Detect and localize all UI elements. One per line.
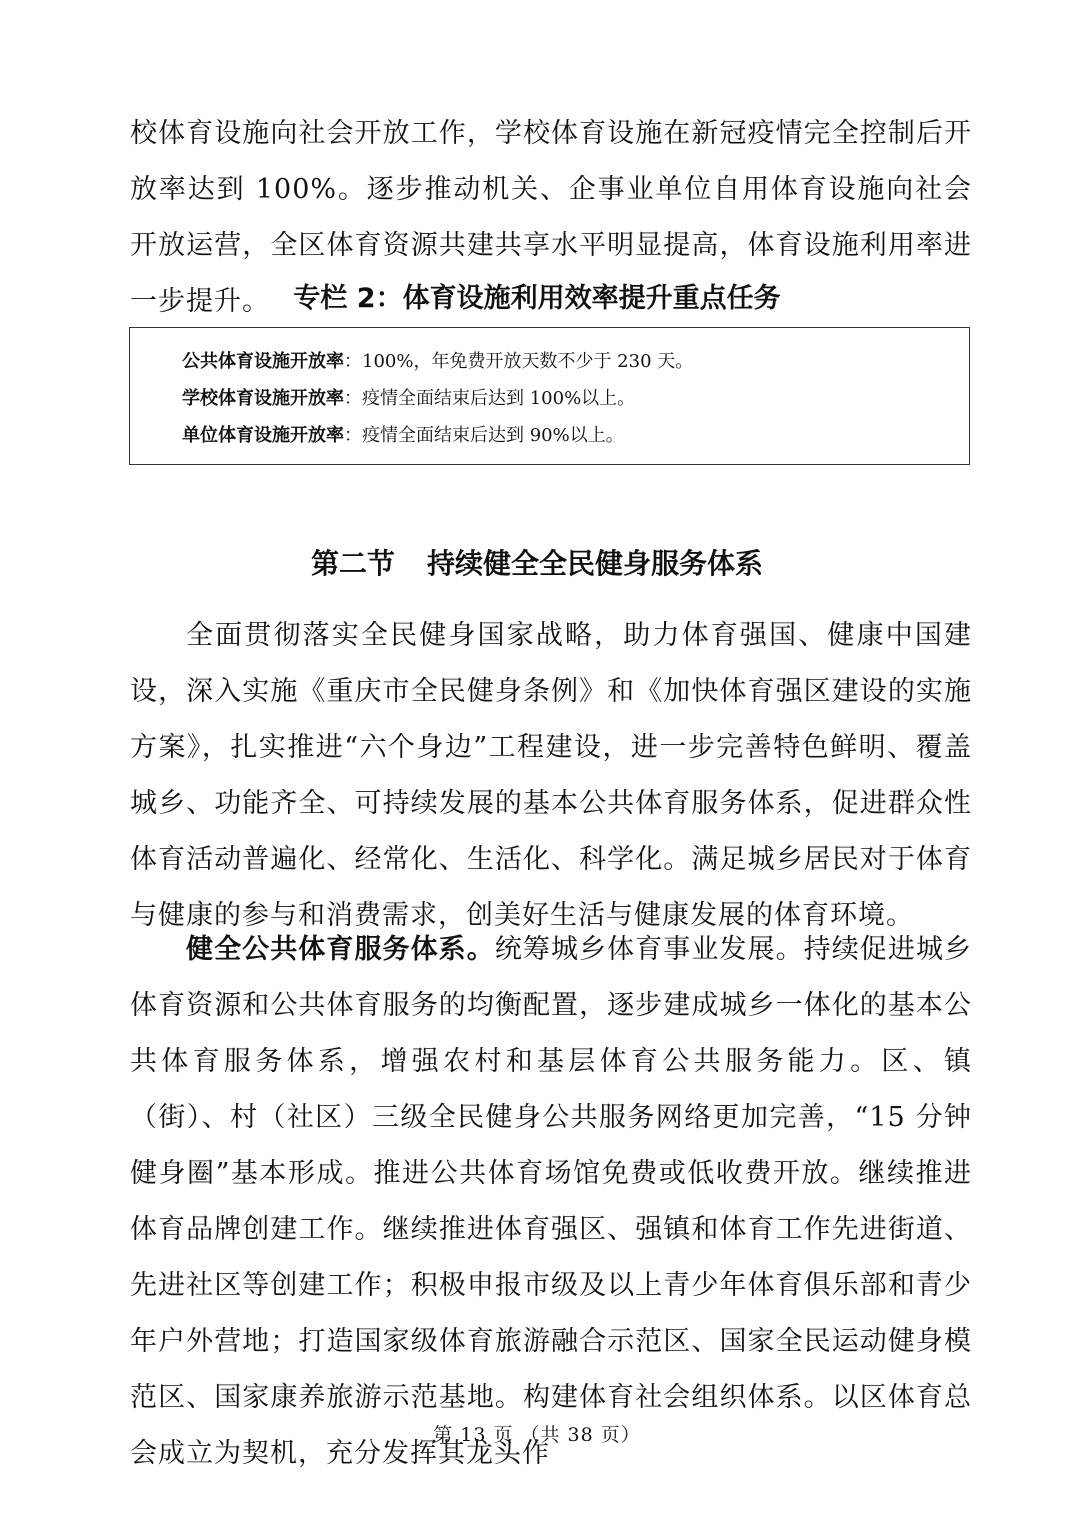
box-line-public	[182, 343, 969, 380]
box-line-label: 学校体育设施开放率	[182, 388, 344, 409]
section-number: 第二节	[310, 547, 395, 580]
section-title: 持续健全全民健身服务体系	[427, 547, 764, 580]
box-line-unit	[182, 417, 969, 454]
box-line-label: 公共体育设施开放率	[182, 351, 344, 372]
section-heading	[0, 542, 1074, 582]
key-tasks-box	[129, 327, 970, 465]
paragraph-2-text: 统筹城乡体育事业发展。持续促进城乡体育资源和公共体育服务的均衡配置，逐步建成城乡一体化的基本公共体育服务体系，增强农村和基层体育公共服务能力。区、镇（街）、村（社区）三级全民健身公共服务网络更加完善，“15 分钟健身圈”基本形成。推进公共体育场馆免费或低收费开放。继续推进体育品牌创建工作。继续推进体育强区、强镇和体育工作先进街道、先进社区等创建工作；积极申报市级及以上青少年体育俱乐部和青少年户外营地；打造国家级体育旅游融合示范区、国家全民运动健身模范区、国家康养旅游示范基地。构建体育社会组织体系。以区体育总会成立为契机，充分发挥其龙头作	[130, 934, 973, 1469]
box-line-text: ：疫情全面结束后达到 100%以上。	[344, 388, 636, 409]
box-line-text: ：疫情全面结束后达到 90%以上。	[344, 425, 624, 446]
paragraph-1: 全面贯彻落实全民健身国家战略，助力体育强国、健康中国建设，深入实施《重庆市全民健身条例》和《加快体育强区建设的实施方案》，扎实推进“六个身边”工程建设，进一步完善特色鲜明、覆盖城乡、功能齐全、可持续发展的基本公共体育服务体系，促进群众性体育活动普遍化、经常化、生活化、科学化。满足城乡居民对于体育与健康的参与和消费需求，创美好生活与健康发展的体育环境。	[130, 620, 972, 931]
box-line-school	[182, 380, 969, 417]
box-line-text: ：100%，年免费开放天数不少于 230 天。	[344, 351, 694, 372]
paragraph-2-lead: 健全公共体育服务体系。	[186, 934, 495, 965]
paragraph-2	[130, 922, 972, 1482]
box-line-label: 单位体育设施开放率	[182, 425, 344, 446]
box-title: 专栏 2：体育设施利用效率提升重点任务	[293, 283, 781, 314]
page-footer: 第 13 页 （共 38 页）	[433, 1424, 641, 1446]
intro-paragraph: 校体育设施向社会开放工作，学校体育设施在新冠疫情完全控制后开放率达到 100%。逐步推动机关、企事业单位自用体育设施向社会开放运营，全区体育资源共建共享水平明显提高，体育设施利用率进一步提升。	[130, 118, 972, 317]
